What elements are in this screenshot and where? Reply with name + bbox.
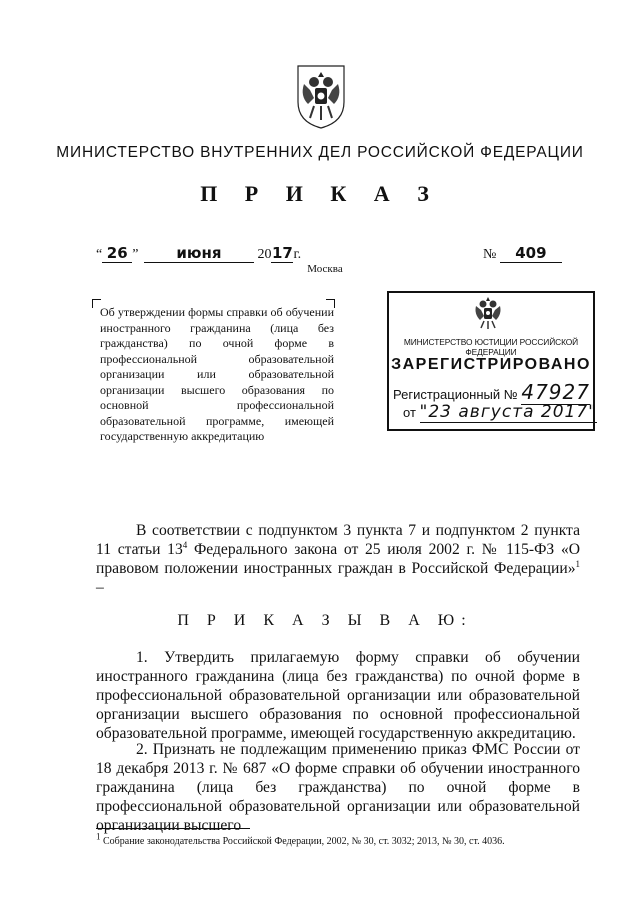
footnote-divider — [96, 828, 250, 829]
date-year-prefix: 20 — [257, 247, 272, 262]
stamp-registration-number — [393, 380, 590, 404]
document-type-heading: П Р И К А З — [200, 181, 440, 206]
preamble-text-cont: Федерального закона от 25 июля 2002 г. № 115-ФЗ «О правовом положении иностранных граждан в Российской Федерации» — [96, 541, 581, 577]
number-value: 409 — [500, 244, 562, 263]
date-quote-close: ” — [132, 247, 139, 262]
preamble-superscript: 4 — [182, 539, 188, 550]
date-month: июня — [144, 244, 254, 263]
stamp-registered: ЗАРЕГИСТРИРОВАНО — [391, 356, 591, 373]
order-item: 1. Утвердить прилагаемую форму справки об обучении иностранного гражданина (лица без гражданства) по очной форме в профессиональной образовательной организации или образовательной организации высшего образования по основной профессиональной образовательной программе, имеющей государственную аккредитацию. — [96, 649, 580, 742]
date-year-suffix: 17 — [272, 244, 293, 262]
preamble — [96, 521, 580, 597]
stamp-from-label: от — [403, 405, 416, 420]
order-keyword: П Р И К А З Ы В А Ю: — [177, 612, 473, 629]
order-title: Об утверждении формы справки об обучении иностранного гражданина (лица без гражданства) по очной форме в профессиональной образовательной организации или образовательной организации высшего образования по основной профессиональной образовательной программе, имеющей государственную аккредитацию — [100, 305, 334, 443]
date-day: 26 — [102, 244, 132, 263]
footnote — [96, 831, 505, 847]
footnote-marker: 1 — [575, 558, 580, 569]
order-item: 2. Признать не подлежащим применению приказ ФМС России от 18 декабря 2013 г. № 687 «О форме справки об обучении иностранного гражданина (лица без гражданства) по очной форме в профессиональной образовательной организации или образовательной организации высшего — [96, 741, 580, 834]
ministry-heading: МИНИСТЕРСТВО ВНУТРЕННИХ ДЕЛ РОССИЙСКОЙ ФЕДЕРАЦИИ — [56, 144, 584, 161]
stamp-regno-label: Регистрационный № — [393, 387, 518, 402]
preamble-text: В соответствии с подпунктом 3 пункта 7 и подпунктом 2 пункта 11 статьи 13 — [96, 522, 580, 558]
preamble-tail: – — [96, 579, 104, 596]
stamp-regno-value: 47927 — [521, 380, 590, 404]
order-number — [483, 244, 562, 263]
date-quote-open: “ — [96, 247, 103, 262]
city: Москва — [307, 263, 343, 275]
footnote-mark: 1 — [96, 831, 101, 842]
coat-of-arms-icon — [470, 294, 506, 330]
footnote-text: Собрание законодательства Российской Федерации, 2002, № 30, ст. 3032; 2013, № 30, ст. 4036. — [100, 836, 505, 847]
order-date — [96, 244, 301, 263]
stamp-registration-date — [403, 402, 597, 422]
date-year-unit: г. — [293, 247, 302, 262]
number-label: № — [483, 247, 497, 262]
stamp-from-value: "23 августа 2017" — [419, 402, 597, 422]
stamp-ministry: МИНИСТЕРСТВО ЮСТИЦИИ РОССИЙСКОЙ ФЕДЕРАЦИИ — [403, 337, 579, 357]
coat-of-arms-icon — [290, 62, 352, 130]
